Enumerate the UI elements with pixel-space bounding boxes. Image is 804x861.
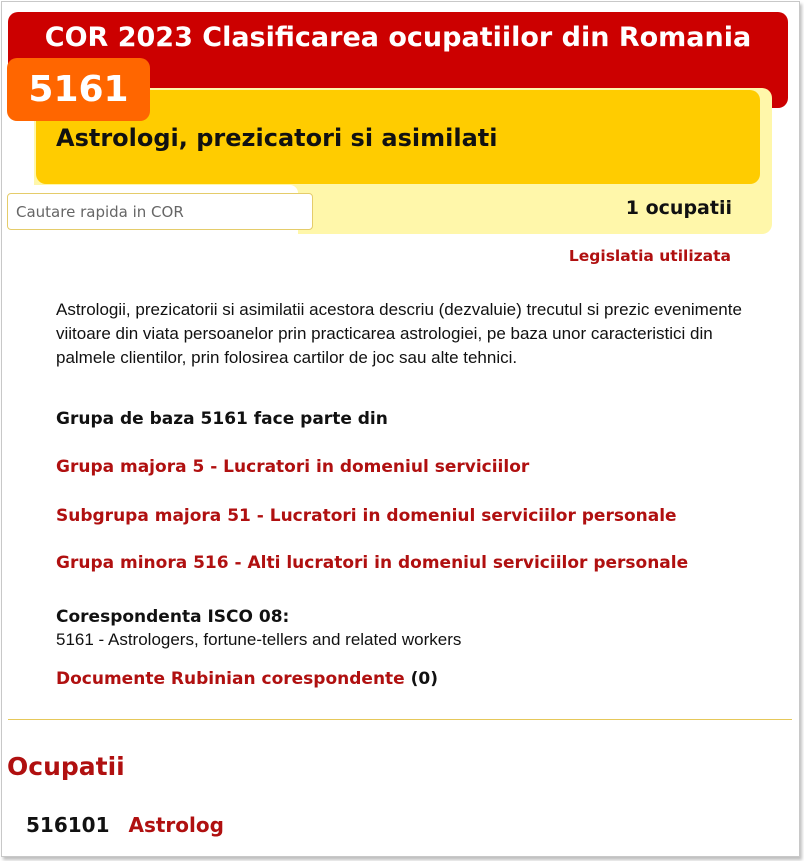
- occupation-link[interactable]: Astrolog: [128, 813, 224, 837]
- occupations-heading: Ocupatii: [7, 752, 125, 781]
- occupation-count: 1 ocupatii: [625, 197, 732, 219]
- occupation-code: 516101: [26, 813, 110, 837]
- parent-link-sub-major-group[interactable]: Subgrupa majora 51 - Lucratori in domeniul serviciilor personale: [56, 506, 677, 526]
- site-title: COR 2023 Clasificarea ocupatiilor din Romania: [44, 22, 752, 53]
- group-description: Astrologii, prezicatorii si asimilatii acestora descriu (dezvaluie) trecutul si prezic evenimente viitoare din viata persoanelor prin practicarea astrologiei, pe baza unor caracteristici din palmele clientilor, prin folosirea cartilor de joc sau alte tehnici.: [56, 300, 742, 367]
- isco-heading: Corespondenta ISCO 08:: [56, 607, 290, 627]
- group-title: Astrologi, prezicatori si asimilati: [56, 124, 498, 152]
- rubinian-count: (0): [410, 669, 438, 689]
- group-code-badge: 5161: [7, 58, 150, 121]
- parent-link-major-group[interactable]: Grupa majora 5 - Lucratori in domeniul serviciilor: [56, 457, 530, 477]
- section-divider: [8, 719, 792, 720]
- legislation-link[interactable]: Legislatia utilizata: [568, 247, 731, 265]
- part-of-heading: Grupa de baza 5161 face parte din: [56, 409, 388, 429]
- isco-value: 5161 - Astrologers, fortune-tellers and related workers: [56, 630, 462, 649]
- occupation-row: [26, 813, 224, 837]
- rubinian-documents-link[interactable]: Documente Rubinian corespondente: [56, 669, 405, 689]
- parent-link-minor-group[interactable]: Grupa minora 516 - Alti lucratori in domeniul serviciilor personale: [56, 553, 689, 573]
- rubinian-line: [56, 669, 438, 689]
- search-input[interactable]: [7, 193, 313, 230]
